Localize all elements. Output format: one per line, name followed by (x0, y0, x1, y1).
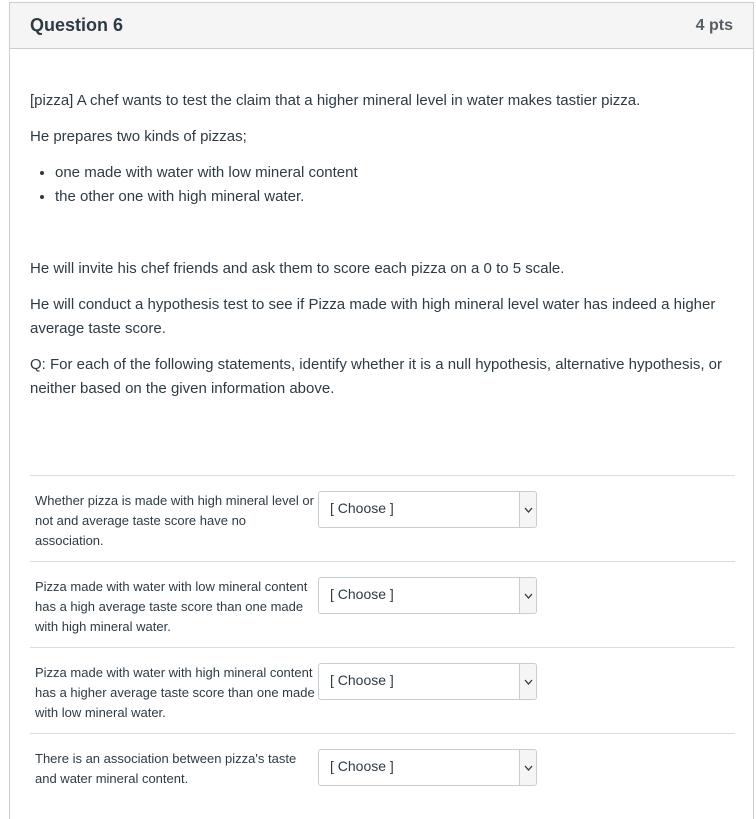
chevron-down-icon (519, 578, 536, 613)
select-value: [ Choose ] (330, 672, 394, 688)
statement-label: There is an association between pizza's taste and water mineral content. (35, 751, 297, 786)
match-row (30, 561, 735, 647)
matching-answers (30, 475, 735, 803)
question-prompt: Q: For each of the following statements, identify whether it is a null hypothesis, alternative hypothesis, or neither based on the given information above. (30, 356, 723, 397)
match-row (30, 475, 735, 561)
answer-select[interactable] (318, 749, 537, 786)
question-title: Question 6 (30, 15, 124, 35)
question-header (10, 3, 753, 49)
select-value: [ Choose ] (330, 758, 394, 774)
invite-paragraph: He will invite his chef friends and ask them to score each pizza on a 0 to 5 scale. (30, 260, 565, 277)
conduct-paragraph: He will conduct a hypothesis test to see if Pizza made with high mineral level water has indeed a higher average taste score. (30, 296, 716, 337)
question-text (10, 49, 753, 401)
question-card (9, 2, 754, 819)
list-item: • the other one with high mineral water. (55, 185, 733, 209)
intro-paragraph: [pizza] A chef wants to test the claim that a higher mineral level in water makes tastier pizza. (30, 92, 641, 109)
statement-label: Whether pizza is made with high mineral level or not and average taste score have no association. (35, 493, 314, 548)
question-points: 4 pts (695, 16, 733, 34)
select-value: [ Choose ] (330, 500, 394, 516)
statement-label: Pizza made with water with low mineral content has a high average taste score than one made with high mineral water. (35, 579, 308, 634)
select-value: [ Choose ] (330, 586, 394, 602)
prepares-paragraph: He prepares two kinds of pizzas; (30, 128, 247, 145)
answer-select[interactable] (318, 491, 537, 528)
chevron-down-icon (519, 492, 536, 527)
match-row (30, 733, 735, 803)
answer-select[interactable] (318, 577, 537, 614)
chevron-down-icon (519, 664, 536, 699)
match-row (30, 647, 735, 733)
statement-label: Pizza made with water with high mineral content has a higher average taste score than one made with low mineral water. (35, 665, 315, 720)
list-item: • one made with water with low mineral content (55, 161, 733, 185)
answer-select[interactable] (318, 663, 537, 700)
chevron-down-icon (519, 750, 536, 785)
pizza-list (30, 161, 733, 209)
